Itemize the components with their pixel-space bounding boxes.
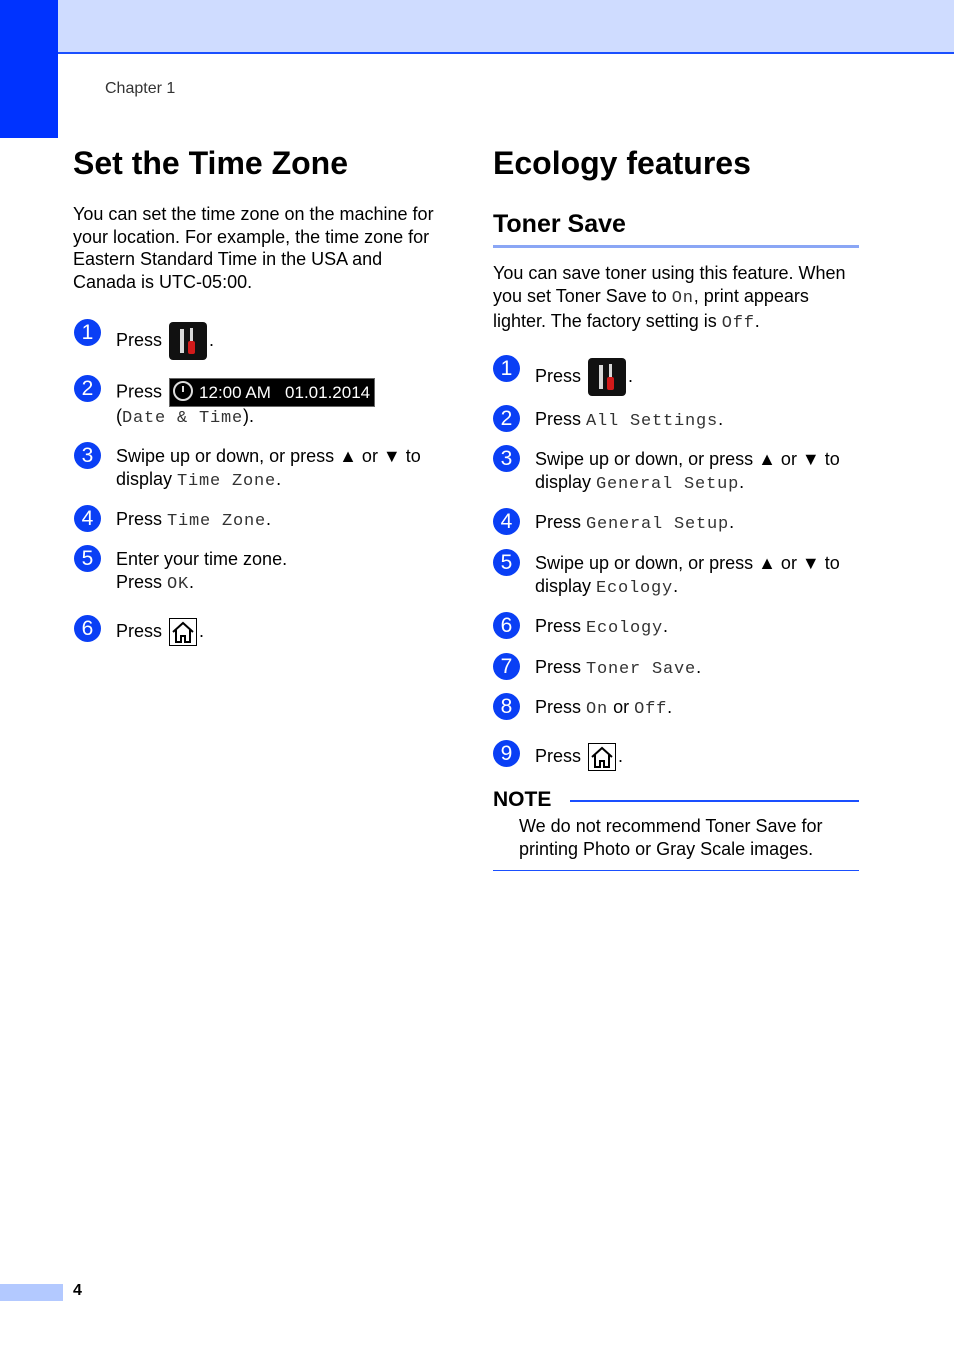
date-time-button[interactable]: 12:00 AM 01.01.2014 [169, 378, 375, 407]
step-text: Swipe up or down, or press ▲ or ▼ to [116, 446, 421, 466]
menu-code: Time Zone [177, 472, 277, 491]
header-band [58, 0, 954, 54]
step-text: Press [116, 620, 163, 641]
step-text: Press [535, 657, 582, 677]
note-rule-top [570, 800, 859, 802]
step-number: 7 [493, 653, 520, 680]
home-icon[interactable] [169, 618, 197, 646]
step-text: Press [116, 381, 163, 402]
step-text: Press [535, 616, 582, 636]
time-zone-intro: You can set the time zone on the machine for your location. For example, the time zone for Eastern Standard Time in the USA and Canada is UTC-05:00. [73, 204, 434, 292]
step-number: 4 [493, 508, 520, 535]
footer-band [0, 1284, 63, 1301]
step-number: 1 [493, 355, 520, 382]
menu-code: Ecology [596, 579, 674, 598]
menu-code: OK [167, 575, 190, 594]
menu-code: Ecology [586, 619, 664, 638]
section-title-time-zone: Set the Time Zone [73, 145, 349, 181]
note-rule-bottom [493, 870, 859, 871]
step-number: 2 [74, 375, 101, 402]
toner-save-intro: You can save toner using this feature. When you set Toner Save to On, print appears lighter. The factory setting is Off. [493, 263, 846, 333]
step-number: 1 [74, 319, 101, 346]
menu-code: Date & Time [122, 409, 244, 428]
step-text: Swipe up or down, or press ▲ or ▼ to [535, 553, 840, 573]
menu-code: General Setup [586, 515, 730, 534]
note-text: We do not recommend Toner Save for printing Photo or Gray Scale images. [519, 816, 823, 859]
step-number: 5 [74, 545, 101, 572]
menu-code: General Setup [596, 475, 740, 494]
subsection-title-toner-save: Toner Save [493, 210, 626, 238]
step-number: 6 [74, 615, 101, 642]
step-text: Press [535, 409, 582, 429]
chapter-tab [0, 0, 58, 138]
step-text: Press [535, 745, 582, 766]
step-text: Press [535, 512, 582, 532]
settings-tools-icon[interactable] [169, 322, 207, 360]
menu-code: Toner Save [586, 660, 697, 679]
step-number: 6 [493, 612, 520, 639]
page-number: 4 [73, 1282, 82, 1299]
step-number: 3 [493, 445, 520, 472]
menu-code: Time Zone [167, 512, 267, 531]
step-number: 8 [493, 693, 520, 720]
step-text: Press [535, 697, 582, 717]
step-number: 2 [493, 405, 520, 432]
step-number: 3 [74, 442, 101, 469]
clock-icon [173, 381, 193, 401]
step-number: 9 [493, 740, 520, 767]
home-icon[interactable] [588, 743, 616, 771]
step-number: 4 [74, 505, 101, 532]
settings-tools-icon[interactable] [588, 358, 626, 396]
menu-code: All Settings [586, 412, 719, 431]
step-text: Press [116, 329, 163, 350]
menu-code: On [586, 700, 609, 719]
subsection-rule [493, 245, 859, 248]
step-text: Swipe up or down, or press ▲ or ▼ to [535, 449, 840, 469]
chapter-label: Chapter 1 [105, 80, 176, 97]
step-text: Enter your time zone. [116, 549, 288, 569]
step-text: Press [535, 365, 582, 386]
section-title-ecology: Ecology features [493, 145, 751, 181]
step-number: 5 [493, 549, 520, 576]
menu-code: Off [634, 700, 668, 719]
step-text: Press [116, 509, 163, 529]
note-title: NOTE [493, 788, 552, 811]
